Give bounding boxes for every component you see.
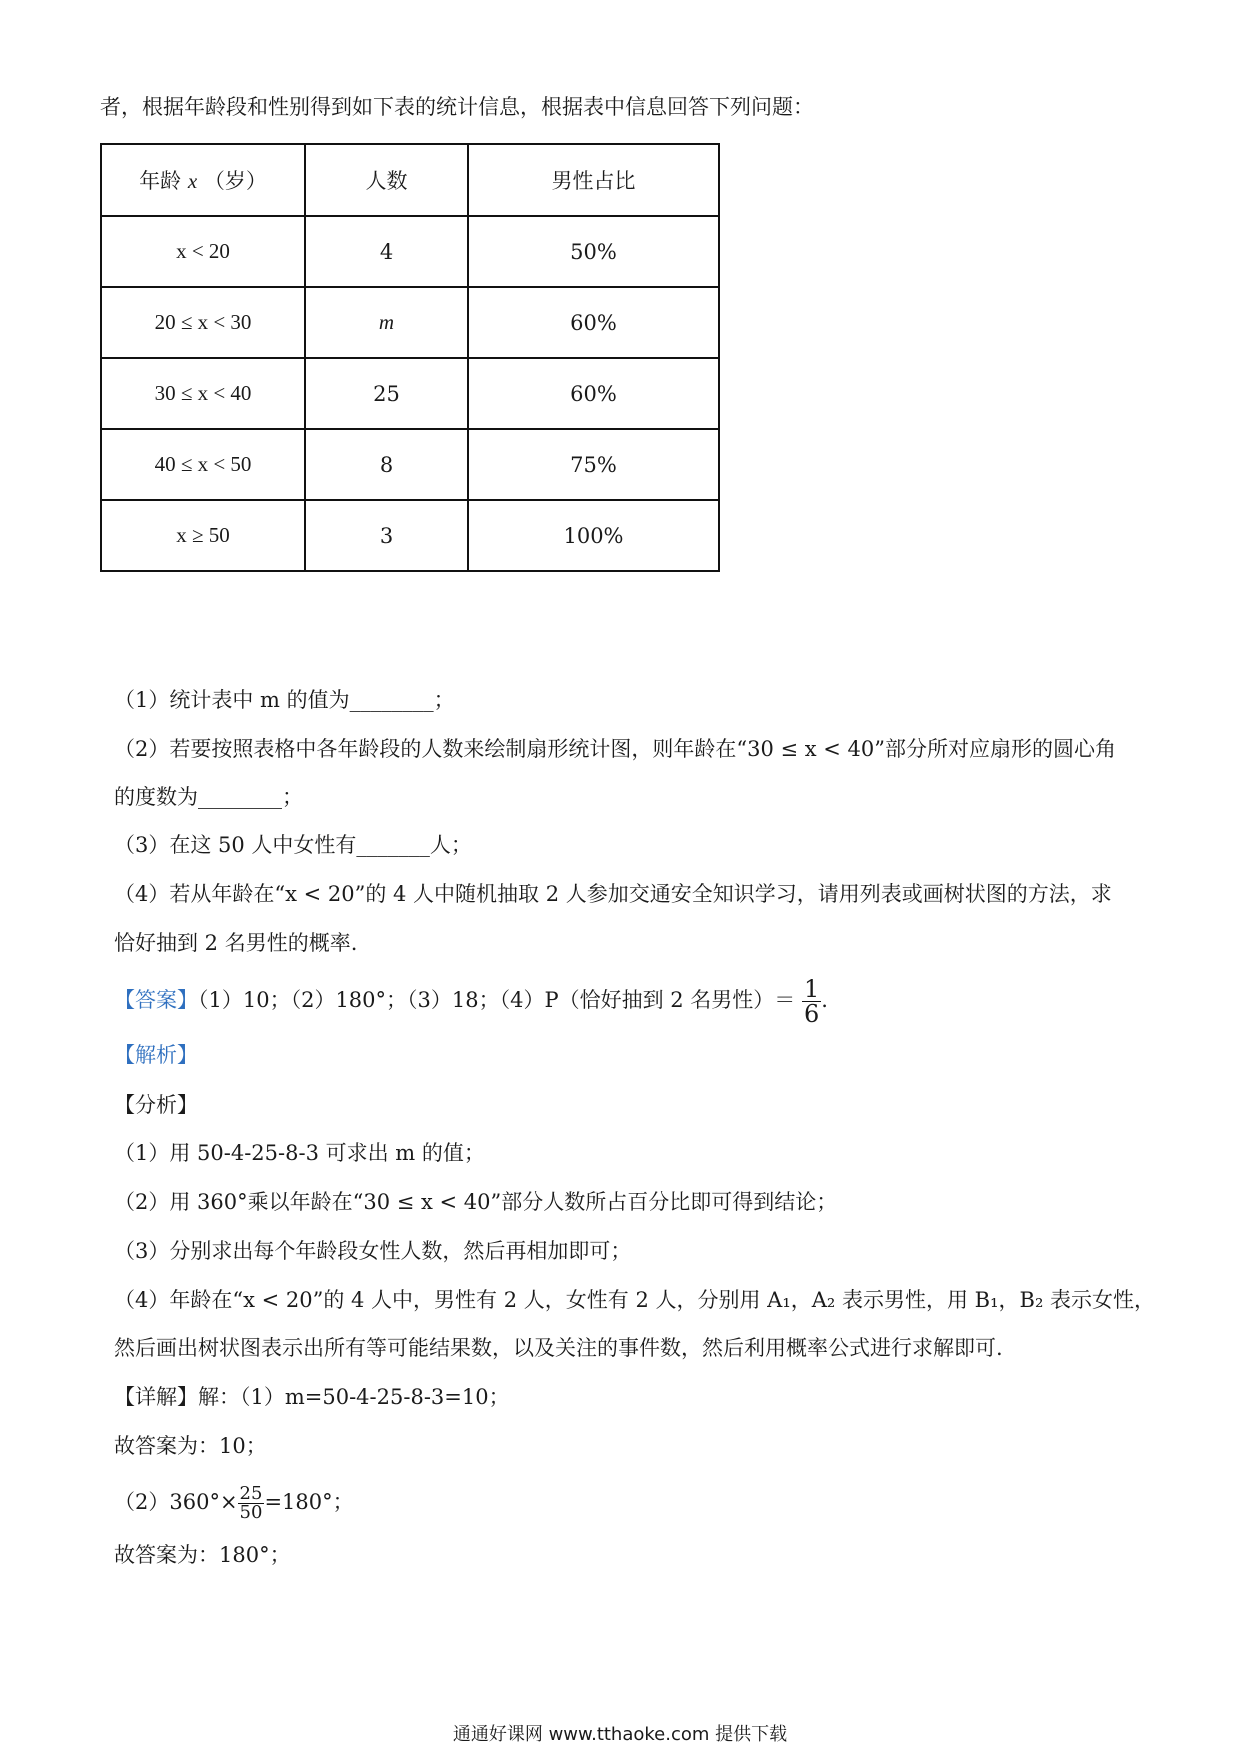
detail-line-1: 【详解】解：（1）m=50-4-25-8-3=10； [114,1385,510,1409]
count-cell: m [305,287,468,358]
ratio-cell: 100% [468,500,719,571]
question-4-line-1: （4）若从年龄在“x < 20”的 4 人中随机抽取 2 人参加交通安全知识学习，请用列表或画树状图的方法，求 [114,882,1112,906]
detail-calc-suffix: =180°； [264,1490,354,1514]
count-cell: 4 [305,216,468,287]
question-3: （3）在这 50 人中女性有_______人； [114,833,472,857]
intro-text: 者，根据年龄段和性别得到如下表的统计信息，根据表中信息回答下列问题： [100,95,814,119]
detail-fraction-numerator: 25 [239,1483,263,1504]
header-age-text: 年龄 [139,169,182,193]
analysis-label: 【解析】 [114,1043,198,1067]
detail-calc-prefix: （2）360°× [114,1490,238,1514]
answer-fraction [802,977,821,1026]
answer-label: 【答案】 [114,988,198,1012]
age-range-cell: x ≥ 50 [101,500,305,571]
fenxi-line-5: 然后画出树状图表示出所有等可能结果数，以及关注的事件数，然后利用概率公式进行求解即可. [114,1336,1003,1360]
ratio-cell: 50% [468,216,719,287]
answer-fraction-denominator: 6 [804,1000,820,1028]
count-cell: 25 [305,358,468,429]
answer-end: . [821,988,828,1012]
fenxi-line-1: （1）用 50-4-25-8-3 可求出 m 的值； [114,1141,485,1165]
fenxi-line-2: （2）用 360°乘以年龄在“30 ≤ x < 40”部分人数所占百分比即可得到结论； [114,1190,838,1214]
answer-line [114,970,828,1030]
fenxi-line-4: （4）年龄在“x < 20”的 4 人中，男性有 2 人，女性有 2 人，分别用 A₁，A₂ 表示男性，用 B₁，B₂ 表示女性， [114,1288,1156,1312]
table-row [101,500,719,571]
header-age-unit: （岁） [203,169,267,193]
question-4-line-2: 恰好抽到 2 名男性的概率. [114,931,358,955]
header-age [101,144,305,216]
table-row [101,216,719,287]
detail-line-3 [114,1475,354,1529]
detail-line-4: 故答案为：180°； [114,1543,291,1567]
answer-fraction-numerator: 1 [804,975,820,1003]
table-header-row [101,144,719,216]
question-1: （1）统计表中 m 的值为________； [114,688,455,712]
detail-line-2: 故答案为：10； [114,1434,267,1458]
table-row [101,429,719,500]
count-cell: 8 [305,429,468,500]
ratio-cell: 60% [468,358,719,429]
ratio-cell: 75% [468,429,719,500]
detail-fraction [238,1485,265,1522]
table-row [101,287,719,358]
age-range-cell: 30 ≤ x < 40 [101,358,305,429]
header-male-ratio: 男性占比 [468,144,719,216]
footer-text: 通通好课网 www.tthaoke.com 提供下载 [452,1724,788,1745]
question-2-line-2: 的度数为________； [114,785,303,809]
header-age-var: x [187,169,198,193]
age-range-cell: x < 20 [101,216,305,287]
table-row [101,358,719,429]
fenxi-line-3: （3）分别求出每个年龄段女性人数，然后再相加即可； [114,1239,632,1263]
count-cell: 3 [305,500,468,571]
question-2-line-1: （2）若要按照表格中各年龄段的人数来绘制扇形统计图，则年龄在“30 ≤ x < 40”部分所对应扇形的圆心角 [114,737,1117,761]
statistics-table [100,143,720,572]
header-count: 人数 [305,144,468,216]
fenxi-label: 【分析】 [114,1093,198,1117]
answer-text: （1）10；（2）180°；（3）18；（4）P（恰好抽到 2 名男性）＝ [198,988,796,1012]
ratio-cell: 60% [468,287,719,358]
detail-fraction-denominator: 50 [239,1502,263,1523]
age-range-cell: 40 ≤ x < 50 [101,429,305,500]
age-range-cell: 20 ≤ x < 30 [101,287,305,358]
